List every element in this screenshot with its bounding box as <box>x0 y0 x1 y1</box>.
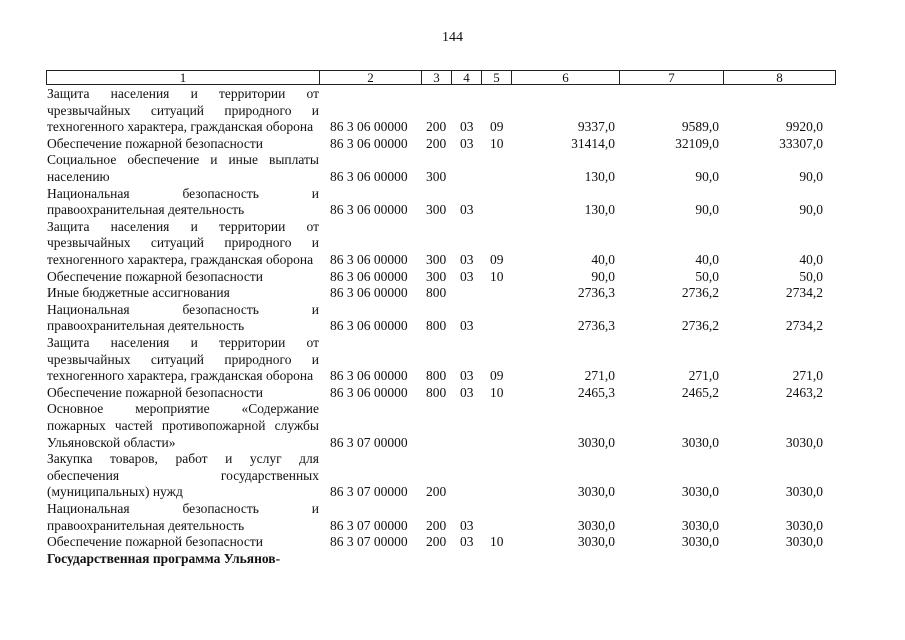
row-value-8: 2463,2 <box>785 384 823 400</box>
row-value-8: 50,0 <box>799 268 823 284</box>
row-value-6: 31414,0 <box>571 135 615 151</box>
row-value-6: 2465,3 <box>577 384 615 400</box>
row-col-3: 800 <box>426 384 447 400</box>
row-code: 86 3 07 00000 <box>330 434 408 450</box>
row-col-4: 03 <box>460 368 474 384</box>
row-code: 86 3 06 00000 <box>330 168 408 184</box>
row-name: Обеспечение пожарной безопасности <box>47 384 264 400</box>
row-value-8: 3030,0 <box>785 484 823 500</box>
table-row <box>0 534 905 551</box>
row-value-7: 3030,0 <box>681 484 719 500</box>
row-value-7: 2736,2 <box>681 285 719 301</box>
row-code: 86 3 06 00000 <box>330 268 408 284</box>
row-value-8: 271,0 <box>792 368 823 384</box>
table-row <box>0 385 905 402</box>
table-row <box>0 152 905 185</box>
row-col-3: 800 <box>426 368 447 384</box>
row-col-4: 03 <box>460 268 474 284</box>
row-name: Обеспечение пожарной безопасности <box>47 534 264 550</box>
header-col-6: 6 <box>512 71 620 84</box>
row-value-6: 3030,0 <box>577 484 615 500</box>
row-name: Национальная безопасность и правоохранительная деятельность <box>47 301 319 334</box>
row-value-7: 32109,0 <box>675 135 719 151</box>
row-col-3: 200 <box>426 135 447 151</box>
row-name: Национальная безопасность и правоохранительная деятельность <box>47 185 319 218</box>
row-value-6: 40,0 <box>591 252 615 267</box>
header-col-5: 5 <box>482 71 512 84</box>
row-col-5: 10 <box>490 384 504 400</box>
row-col-5: 10 <box>490 534 504 550</box>
row-name: Обеспечение пожарной безопасности <box>47 268 264 284</box>
row-value-7: 3030,0 <box>681 434 719 450</box>
row-col-3: 200 <box>426 534 447 550</box>
row-col-5: 09 <box>490 252 504 267</box>
row-col-3: 200 <box>426 119 447 135</box>
row-value-6: 2736,3 <box>577 318 615 334</box>
row-code: 86 3 06 00000 <box>330 252 408 267</box>
row-code: 86 3 06 00000 <box>330 135 408 151</box>
row-col-4: 03 <box>460 252 474 267</box>
header-col-1: 1 <box>47 71 320 84</box>
row-value-8: 9920,0 <box>785 119 823 135</box>
row-value-7: 3030,0 <box>681 534 719 550</box>
row-code: 86 3 07 00000 <box>330 517 408 533</box>
table-row <box>0 501 905 534</box>
row-code: 86 3 07 00000 <box>330 534 408 550</box>
row-col-3: 200 <box>426 517 447 533</box>
row-name: Защита населения и территории от чрезвычайных ситуаций природного и техногенного характера, гражданская оборона <box>47 335 319 384</box>
row-col-5: 10 <box>490 268 504 284</box>
row-value-7: 50,0 <box>695 268 719 284</box>
table-row <box>0 302 905 335</box>
row-name: Национальная безопасность и правоохранительная деятельность <box>47 501 319 533</box>
row-value-7: 2465,2 <box>681 384 719 400</box>
row-col-3: 300 <box>426 268 447 284</box>
row-value-6: 3030,0 <box>577 517 615 533</box>
row-value-6: 9337,0 <box>577 119 615 135</box>
table-row <box>0 86 905 136</box>
header-col-4: 4 <box>452 71 482 84</box>
row-value-6: 3030,0 <box>577 534 615 550</box>
table-row <box>0 335 905 385</box>
row-value-8: 3030,0 <box>785 534 823 550</box>
table-row <box>0 401 905 451</box>
table-row <box>0 285 905 302</box>
row-name: Закупка товаров, работ и услуг для обеспечения государственных (муниципальных) нужд <box>47 451 319 500</box>
row-value-7: 90,0 <box>695 168 719 184</box>
row-name: Государственная программа Ульянов- <box>47 550 281 566</box>
row-value-8: 40,0 <box>799 252 823 267</box>
row-value-8: 90,0 <box>799 202 823 218</box>
row-code: 86 3 06 00000 <box>330 119 408 135</box>
row-col-4: 03 <box>460 318 474 334</box>
row-value-8: 2734,2 <box>785 285 823 301</box>
header-col-7: 7 <box>620 71 724 84</box>
row-value-8: 2734,2 <box>785 318 823 334</box>
row-code: 86 3 06 00000 <box>330 384 408 400</box>
row-col-3: 300 <box>426 202 447 218</box>
row-code: 86 3 07 00000 <box>330 484 408 500</box>
row-name: Защита населения и территории от чрезвычайных ситуаций природного и техногенного характера, гражданская оборона <box>47 86 319 135</box>
row-col-5: 10 <box>490 135 504 151</box>
row-name: Иные бюджетные ассигнования <box>47 285 230 301</box>
row-value-8: 33307,0 <box>779 135 823 151</box>
table-row <box>0 269 905 286</box>
row-name: Защита населения и территории от чрезвычайных ситуаций природного и техногенного характера, гражданская оборона <box>47 218 319 267</box>
row-col-4: 03 <box>460 119 474 135</box>
row-col-4: 03 <box>460 517 474 533</box>
row-value-8: 3030,0 <box>785 434 823 450</box>
table-row <box>0 136 905 153</box>
row-code: 86 3 06 00000 <box>330 202 408 218</box>
row-value-7: 90,0 <box>695 202 719 218</box>
header-col-3: 3 <box>422 71 452 84</box>
table-row <box>0 551 905 568</box>
row-name: Основное мероприятие «Содержание пожарных частей противопожарной службы Ульяновской области» <box>47 401 319 450</box>
row-code: 86 3 06 00000 <box>330 368 408 384</box>
row-value-6: 130,0 <box>584 202 615 218</box>
page-number: 144 <box>442 30 463 45</box>
row-col-4: 03 <box>460 135 474 151</box>
row-value-7: 40,0 <box>695 252 719 267</box>
header-col-2: 2 <box>320 71 422 84</box>
row-col-3: 800 <box>426 318 447 334</box>
row-name: Обеспечение пожарной безопасности <box>47 135 264 151</box>
row-value-6: 90,0 <box>591 268 615 284</box>
row-value-7: 9589,0 <box>681 119 719 135</box>
row-col-4: 03 <box>460 534 474 550</box>
row-col-3: 800 <box>426 285 447 301</box>
row-col-4: 03 <box>460 384 474 400</box>
row-col-4: 03 <box>460 202 474 218</box>
row-col-3: 300 <box>426 168 447 184</box>
row-value-7: 271,0 <box>688 368 719 384</box>
row-col-3: 300 <box>426 252 447 267</box>
table-header <box>46 70 836 85</box>
row-value-8: 90,0 <box>799 168 823 184</box>
row-value-6: 130,0 <box>584 168 615 184</box>
header-col-8: 8 <box>776 70 783 85</box>
row-col-5: 09 <box>490 119 504 135</box>
row-code: 86 3 06 00000 <box>330 285 408 301</box>
row-value-6: 271,0 <box>584 368 615 384</box>
table-row <box>0 186 905 219</box>
row-value-6: 3030,0 <box>577 434 615 450</box>
row-col-5: 09 <box>490 368 504 384</box>
table-row <box>0 219 905 269</box>
row-col-3: 200 <box>426 484 447 500</box>
row-value-7: 2736,2 <box>681 318 719 334</box>
row-value-6: 2736,3 <box>577 285 615 301</box>
row-name: Социальное обеспечение и иные выплаты населению <box>47 152 319 184</box>
row-value-8: 3030,0 <box>785 517 823 533</box>
row-value-7: 3030,0 <box>681 517 719 533</box>
table-row <box>0 451 905 501</box>
row-code: 86 3 06 00000 <box>330 318 408 334</box>
